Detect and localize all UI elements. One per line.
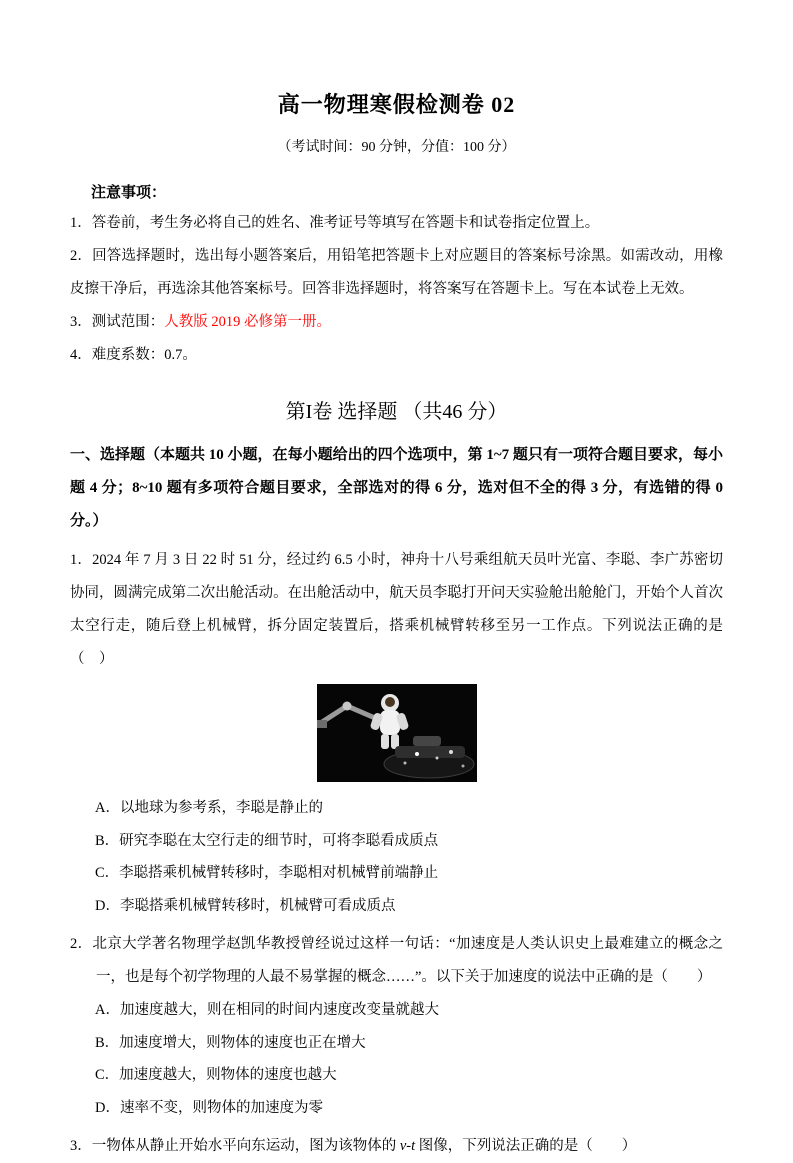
notice-item-3-label: 3．测试范围： — [70, 314, 165, 330]
question-2-option-b: B．加速度增大，则物体的速度也正在增大 — [95, 1034, 366, 1051]
section-intro: 一、选择题（本题共 10 小题，在每小题给出的四个选项中，第 1~7 题只有一项符合题目要求，每小题 4 分；8~10 题有多项符合题目要求，全部选对的得 6 分，选对但不全的得 3 分，有选错的得 0 分。） — [70, 447, 723, 529]
question-2-stem: 2．北京大学著名物理学赵凯华教授曾经说过这样一句话：“加速度是人类认识史上最难建立的概念之一，也是每个初学物理的人最不易掌握的概念……”。以下关于加速度的说法中正确的是（ ） — [70, 936, 723, 985]
question-3-stem-tail: 图像，下列说法正确的是（ ） — [415, 1138, 637, 1154]
question-3-vt-variable: v-t — [399, 1138, 416, 1154]
notice-heading: 注意事项： — [91, 185, 167, 201]
notice-item-3 — [70, 306, 723, 339]
astronaut-spacewalk-photo — [317, 684, 477, 782]
question-1-stem: 1．2024 年 7 月 3 日 22 时 51 分，经过约 6.5 小时，神舟十八号乘组航天员叶光富、李聪、李广苏密切协同，圆满完成第二次出舱活动。在出舱活动中，航天员李聪打开问天实验舱出舱舱门，开始个人首次太空行走，随后登上机械臂，拆分固定装置后，搭乘机械臂转移至另一工作点。下列说法正确的是（ ） — [70, 552, 723, 667]
page-title: 高一物理寒假检测卷 02 — [277, 92, 516, 117]
question-2-option-d: D．速率不变，则物体的加速度为零 — [95, 1099, 323, 1116]
notice-item-2: 2．回答选择题时，选出每小题答案后，用铅笔把答题卡上对应题目的答案标号涂黑。如需改动，用橡皮擦干净后，再选涂其他答案标号。回答非选择题时，将答案写在答题卡上。写在本试卷上无效。 — [70, 248, 723, 297]
section-title: 第I卷 选择题 （共46 分） — [285, 401, 508, 423]
question-2-option-c: C．加速度越大，则物体的速度也越大 — [95, 1067, 337, 1083]
question-3-stem-text: 3．一物体从静止开始水平向东运动，图为该物体的 — [70, 1138, 400, 1154]
notice-item-1: 1．答卷前，考生务必将自己的姓名、准考证号等填写在答题卡和试卷指定位置上。 — [70, 215, 600, 231]
question-1-option-b: B．研究李聪在太空行走的细节时，可将李聪看成质点 — [95, 832, 439, 849]
exam-info: （考试时间：90 分钟，分值：100 分） — [277, 140, 516, 155]
question-1-option-d: D．李聪搭乘机械臂转移时，机械臂可看成质点 — [95, 897, 396, 914]
question-1-option-c: C．李聪搭乘机械臂转移时，李聪相对机械臂前端静止 — [95, 865, 439, 881]
question-1-option-a: A．以地球为参考系，李聪是静止的 — [95, 800, 323, 816]
question-2-option-a: A．加速度越大，则在相同的时间内速度改变量就越大 — [95, 1002, 439, 1018]
question-1-figure — [70, 684, 723, 782]
notice-item-3-scope: 人教版 2019 必修第一册。 — [164, 314, 331, 330]
question-3-stem — [70, 1130, 723, 1163]
notice-item-4: 4．难度系数：0.7。 — [70, 347, 197, 363]
